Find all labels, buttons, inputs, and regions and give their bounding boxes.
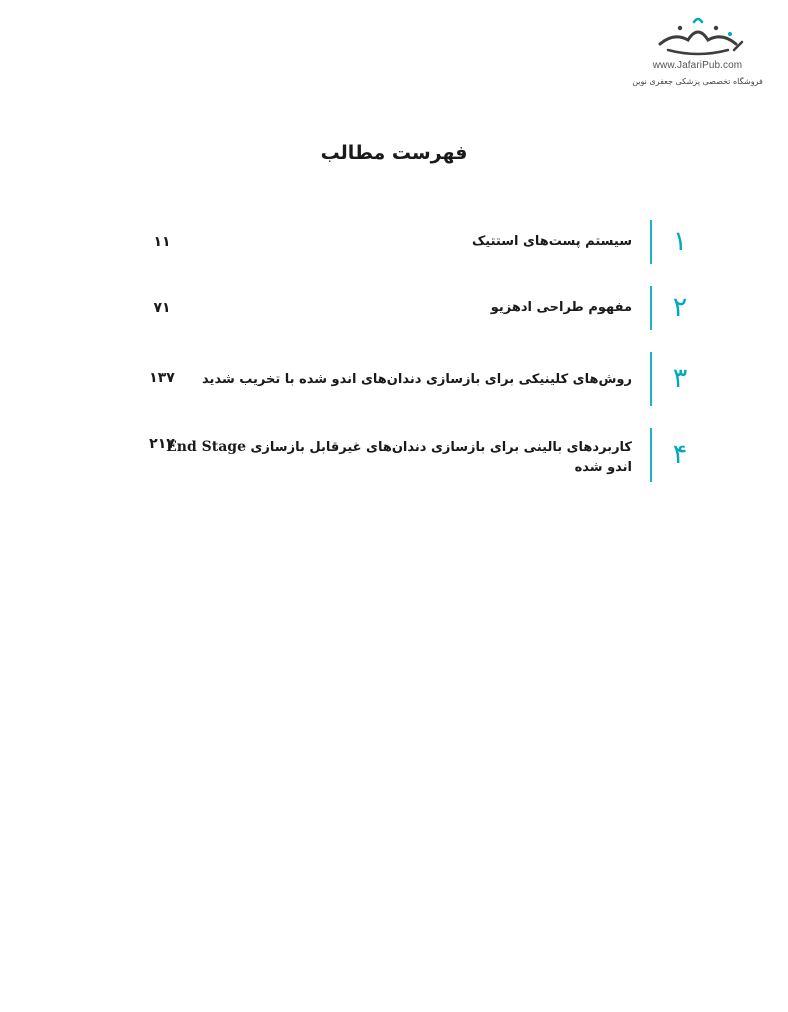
chapter-title-latin: End Stage [166,439,246,455]
toc-entry [140,286,708,330]
chapter-title: مفهوم طراحی ادهزیو [490,300,632,315]
page-number: ۷۱ [153,300,171,316]
chapter-title-part: کاربردهای بالینی برای بازسازی دندان‌های غیرقابل بازسازی [250,440,632,455]
toc-list [140,220,708,482]
publisher-emblem-icon [650,14,746,58]
page-number: ۱۳۷ [149,370,175,386]
page-number: ۱۱ [153,234,171,250]
chapter-number: ۱ [672,226,688,257]
toc-title: فهرست مطالب [320,142,468,164]
publisher-tagline: فروشگاه تخصصی پزشکی جعفری نوین [632,77,763,86]
page-number: ۲۱۷ [149,436,175,452]
chapter-title: روش‌های کلینیکی برای بازسازی دندان‌های اندو شده با تخریب شدید [202,372,632,387]
chapter-title [140,428,642,478]
chapter-number: ۲ [672,292,688,323]
publisher-url: www.JafariPub.com [652,60,743,71]
publisher-logo [630,14,765,86]
chapter-number: ۳ [672,363,688,394]
toc-entry [140,352,708,406]
chapter-number: ۴ [672,439,688,470]
toc-entry [140,428,708,482]
toc-entry [140,220,708,264]
chapter-title-part: اندو شده [574,460,632,475]
chapter-title: سیستم پست‌های استتیک [471,234,632,249]
